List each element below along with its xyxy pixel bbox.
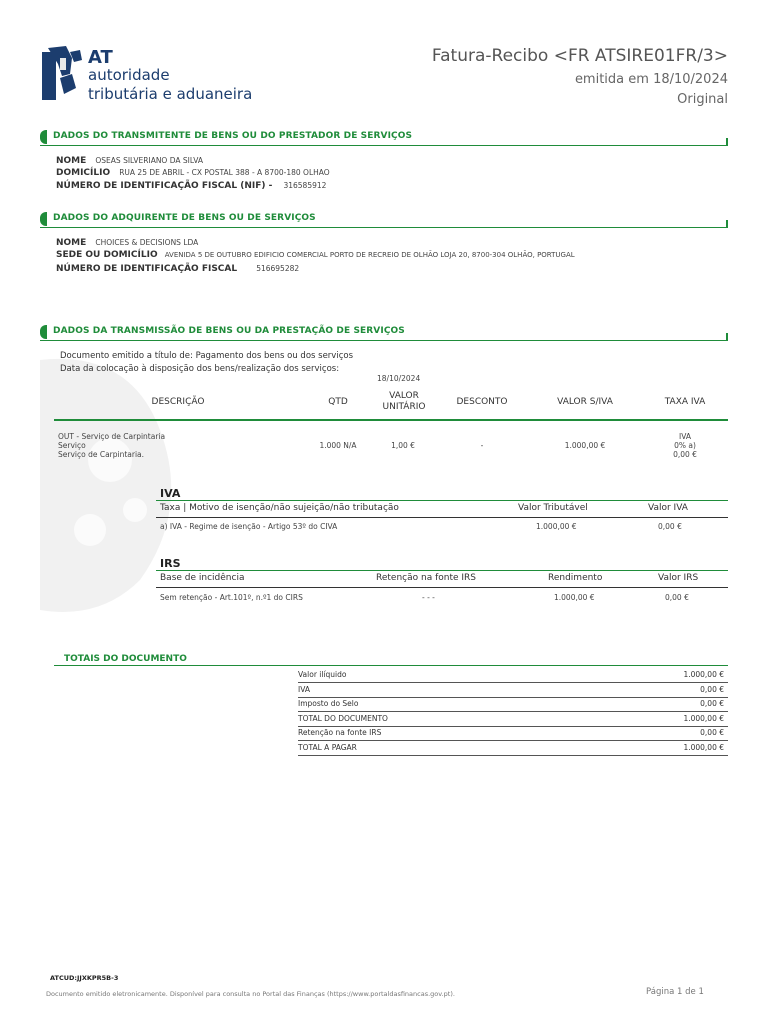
iva-row-taxable: 1.000,00 € [536, 522, 577, 531]
totals-row-label: Valor ilíquido [298, 670, 347, 679]
seller-nif: 316585912 [283, 181, 327, 190]
buyer-name: CHOICES & DECISIONS LDA [95, 238, 199, 247]
section-buyer-header [40, 210, 728, 228]
item-unit-value: 1,00 € [391, 441, 415, 450]
item-discount: - [480, 441, 484, 450]
irs-row-withholding: - - - [422, 593, 435, 602]
iva-title-rule [156, 500, 728, 501]
seller-address-label: DOMICÍLIO [56, 168, 111, 178]
totals-row-value: 1.000,00 € [683, 743, 724, 752]
irs-col-base: Base de incidência [160, 573, 245, 583]
iva-title: IVA [160, 487, 181, 500]
irs-title: IRS [160, 557, 181, 570]
irs-col-value: Valor IRS [658, 573, 699, 583]
availability-label: Data da colocação à disposição dos bens/realização dos serviços: [60, 364, 340, 374]
iva-row-reason: a) IVA - Regime de isenção - Artigo 53º do CIVA [160, 522, 338, 531]
document-title: Fatura-Recibo <FR ATSIRE01FR/3> [431, 46, 728, 66]
at-logo-icon [40, 44, 84, 104]
buyer-address-label: SEDE OU DOMICÍLIO [56, 250, 158, 260]
totals-row-label: TOTAL A PAGAR [298, 743, 357, 752]
document-issue-date: emitida em 18/10/2024 [574, 72, 728, 87]
irs-row-income: 1.000,00 € [554, 593, 595, 602]
section-seller-header [40, 128, 728, 146]
seller-nif-label: NÚMERO DE IDENTIFICAÇÃO FISCAL (NIF) - [56, 181, 273, 191]
item-qty: 1.000 N/A [319, 441, 357, 450]
footer-note: Documento emitido eletronicamente. Disponível para consulta no Portal das Finanças (https://www.portaldasfinancas.gov.pt). [46, 990, 455, 998]
page-indicator: Página 1 de 1 [646, 987, 704, 997]
item-value-no-vat: 1.000,00 € [564, 441, 606, 450]
col-vat-rate: TAXA IVA [664, 397, 706, 407]
totals-row-value: 0,00 € [700, 728, 724, 738]
irs-row-value: 0,00 € [665, 593, 689, 602]
section-buyer-title: DADOS DO ADQUIRENTE DE BENS OU DE SERVIÇOS [53, 213, 316, 223]
totals-row-value: 1.000,00 € [683, 713, 724, 723]
totals-row [298, 668, 728, 683]
availability-date: 18/10/2024 [377, 374, 421, 383]
totals-row-label: Retenção na fonte IRS [298, 728, 382, 738]
iva-col-rate: Taxa | Motivo de isenção/não sujeição/não tributação [160, 503, 399, 513]
iva-header-rule [156, 517, 728, 518]
totals-row-value: 0,00 € [700, 699, 724, 709]
seller-name: OSEAS SILVERIANO DA SILVA [95, 156, 203, 165]
logo-line1: autoridade [88, 66, 170, 84]
buyer-nif: 516695282 [256, 264, 300, 273]
totals-row-value: 0,00 € [700, 684, 724, 694]
seller-address: RUA 25 DE ABRIL - CX POSTAL 388 - A 8700-180 OLHAO [119, 168, 330, 177]
totals-row-label: Imposto do Selo [298, 699, 359, 709]
section-transmission-header [40, 323, 728, 341]
section-seller-title: DADOS DO TRANSMITENTE DE BENS OU DO PRESTADOR DE SERVIÇOS [53, 131, 413, 141]
section-transmission-title: DADOS DA TRANSMISSÃO DE BENS OU DA PRESTAÇÃO DE SERVIÇOS [53, 326, 405, 336]
totals-row [298, 697, 728, 712]
irs-col-income: Rendimento [548, 573, 603, 583]
doc-issued-reason: Documento emitido a título de: Pagamento dos bens ou dos serviços [60, 351, 354, 361]
iva-col-value: Valor IVA [648, 503, 688, 513]
irs-header-rule [156, 587, 728, 588]
totals-title-rule [54, 665, 728, 666]
totals-row [298, 741, 728, 756]
item-vat: IVA 0% a) 0,00 € [673, 432, 697, 459]
col-value-no-vat: VALOR S/IVA [557, 397, 613, 407]
irs-col-withholding: Retenção na fonte IRS [376, 573, 476, 583]
col-description: DESCRIÇÃO [151, 397, 205, 407]
totals-row-value: 1.000,00 € [683, 670, 724, 679]
irs-title-rule [156, 570, 728, 571]
totals-row-label: IVA [298, 684, 310, 694]
irs-row-base: Sem retenção - Art.101º, n.º1 do CIRS [160, 593, 303, 602]
totals-row-label: TOTAL DO DOCUMENTO [298, 713, 388, 723]
buyer-nif-label: NÚMERO DE IDENTIFICAÇÃO FISCAL [56, 264, 238, 274]
atcud-code: ATCUD:JJXKPR5B-3 [50, 974, 119, 982]
seller-name-label: NOME [56, 156, 87, 166]
col-discount: DESCONTO [456, 397, 508, 407]
iva-row-value: 0,00 € [658, 522, 682, 531]
item-description: OUT - Serviço de Carpintaria Serviço Serviço de Carpintaria. [58, 432, 166, 459]
buyer-name-label: NOME [56, 238, 87, 248]
logo-at: AT [88, 47, 113, 68]
logo-line2: tributária e aduaneira [88, 85, 253, 103]
totals-title: TOTAIS DO DOCUMENTO [64, 654, 187, 664]
totals-row [298, 726, 728, 741]
buyer-nif-row [56, 256, 299, 275]
buyer-address: AVENIDA 5 DE OUTUBRO EDIFICIO COMERCIAL PORTO DE RECREIO DE OLHÃO LOJA 20, 8700-304 OLHÃO, PORTUGAL [164, 251, 575, 259]
totals-row [298, 712, 728, 727]
totals-row [298, 683, 728, 698]
col-qty: QTD [328, 397, 348, 407]
items-header-rule [54, 419, 728, 421]
seller-nif-row [56, 173, 326, 192]
iva-col-taxable: Valor Tributável [518, 503, 588, 513]
document-copy-type: Original [677, 92, 728, 107]
col-unit-value: VALOR UNITÁRIO [382, 391, 426, 412]
